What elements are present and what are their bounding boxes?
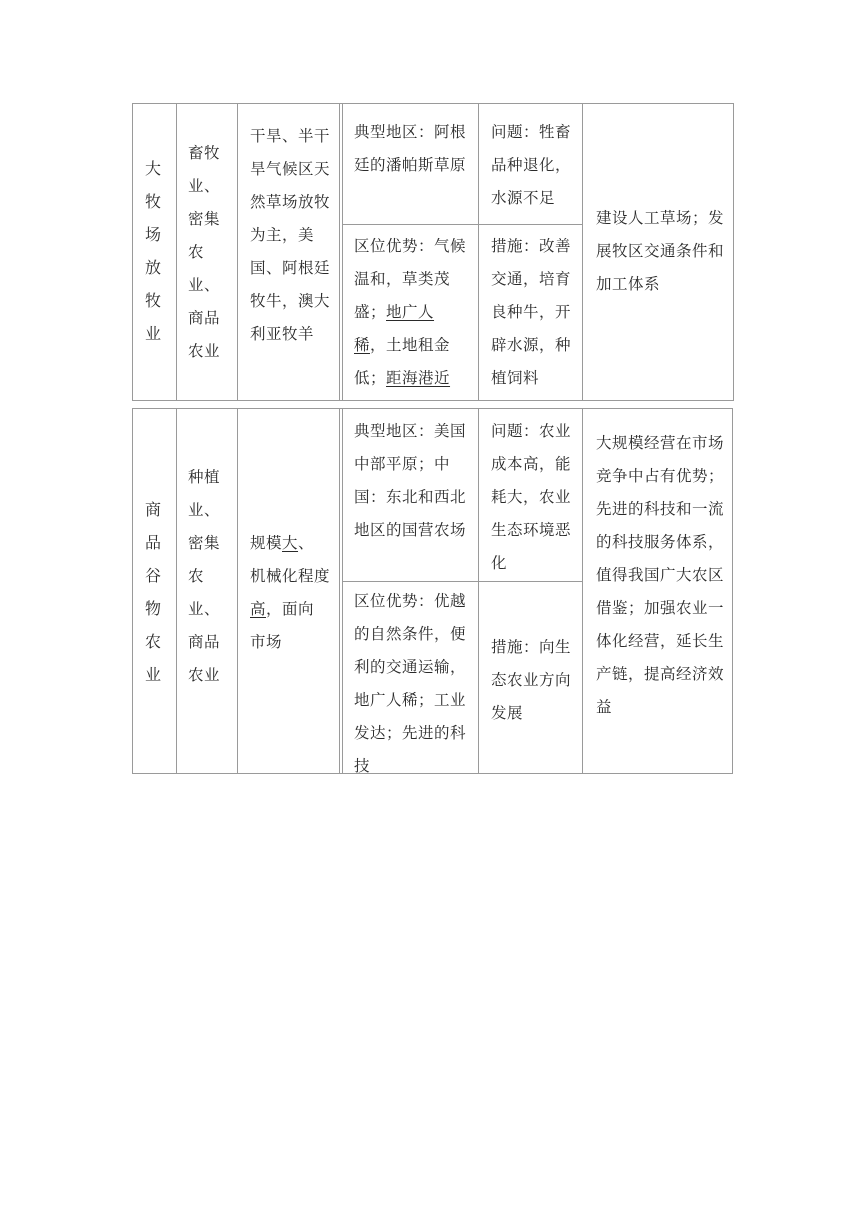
- advantages-cell: 区位优势：优越的自然条件，便利的交通运输，地广人稀；工业发达；先进的科技: [354, 592, 467, 775]
- region-cell: 典型地区：美国中部平原；中国：东北和西北地区的国营农场: [354, 422, 467, 539]
- advantages-underline-2: 距海港近: [386, 369, 451, 387]
- measures-cell: 措施：改善交通，培育良种牛，开辟水源，种植饲料: [491, 237, 572, 387]
- advantages-cell: [354, 230, 466, 395]
- agri-type-name: 商品谷物农业: [145, 500, 162, 684]
- divider: [339, 409, 340, 773]
- advantages-text: 区位优势：气候温和，草类茂盛；: [354, 237, 467, 321]
- table-row-pastoral: [132, 103, 734, 401]
- divider: [342, 104, 343, 400]
- table-row-grain: [132, 408, 733, 774]
- lesson-cell: 建设人工草场；发展牧区交通条件和加工体系: [596, 209, 725, 293]
- divider: [342, 224, 582, 225]
- divider: [237, 409, 238, 773]
- region-cell: 典型地区：阿根廷的潘帕斯草原: [354, 123, 467, 174]
- divider: [176, 104, 177, 400]
- agri-type-name: 大牧场放牧业: [145, 159, 162, 343]
- divider: [339, 104, 340, 400]
- conditions-text: 、机械化程度: [250, 534, 331, 585]
- conditions-underline-1: 大: [282, 534, 299, 552]
- sector-cell: 畜牧业、密集农业、商品农业: [188, 144, 221, 360]
- conditions-text: ，面向市场: [250, 600, 315, 651]
- sector-cell: 种植业、密集农业、商品农业: [188, 468, 221, 684]
- advantages-underline-1: 地广人稀: [354, 303, 435, 354]
- advantages-text: ，土地租金低；: [354, 336, 451, 387]
- divider: [237, 104, 238, 400]
- divider: [176, 409, 177, 773]
- lesson-cell: 大规模经营在市场竞争中占有优势；先进的科技和一流的科技服务体系，值得我国广大农区借鉴；加强农业一体化经营，延长生产链，提高经济效益: [596, 434, 725, 716]
- conditions-cell: 干旱、半干旱气候区天然草场放牧为主，美国、阿根廷牧牛，澳大利亚牧羊: [250, 127, 331, 343]
- divider: [478, 409, 479, 773]
- conditions-cell: [250, 527, 330, 659]
- divider: [342, 581, 582, 582]
- divider: [582, 409, 583, 773]
- problem-cell: 问题：牲畜品种退化，水源不足: [491, 123, 572, 207]
- divider: [478, 104, 479, 400]
- measures-cell: 措施：向生态农业方向发展: [491, 638, 572, 722]
- conditions-underline-2: 高: [250, 600, 267, 618]
- conditions-text: 规模: [250, 534, 283, 552]
- problem-cell: 问题：农业成本高，能耗大，农业生态环境恶化: [491, 422, 572, 572]
- divider: [342, 409, 343, 773]
- divider: [582, 104, 583, 400]
